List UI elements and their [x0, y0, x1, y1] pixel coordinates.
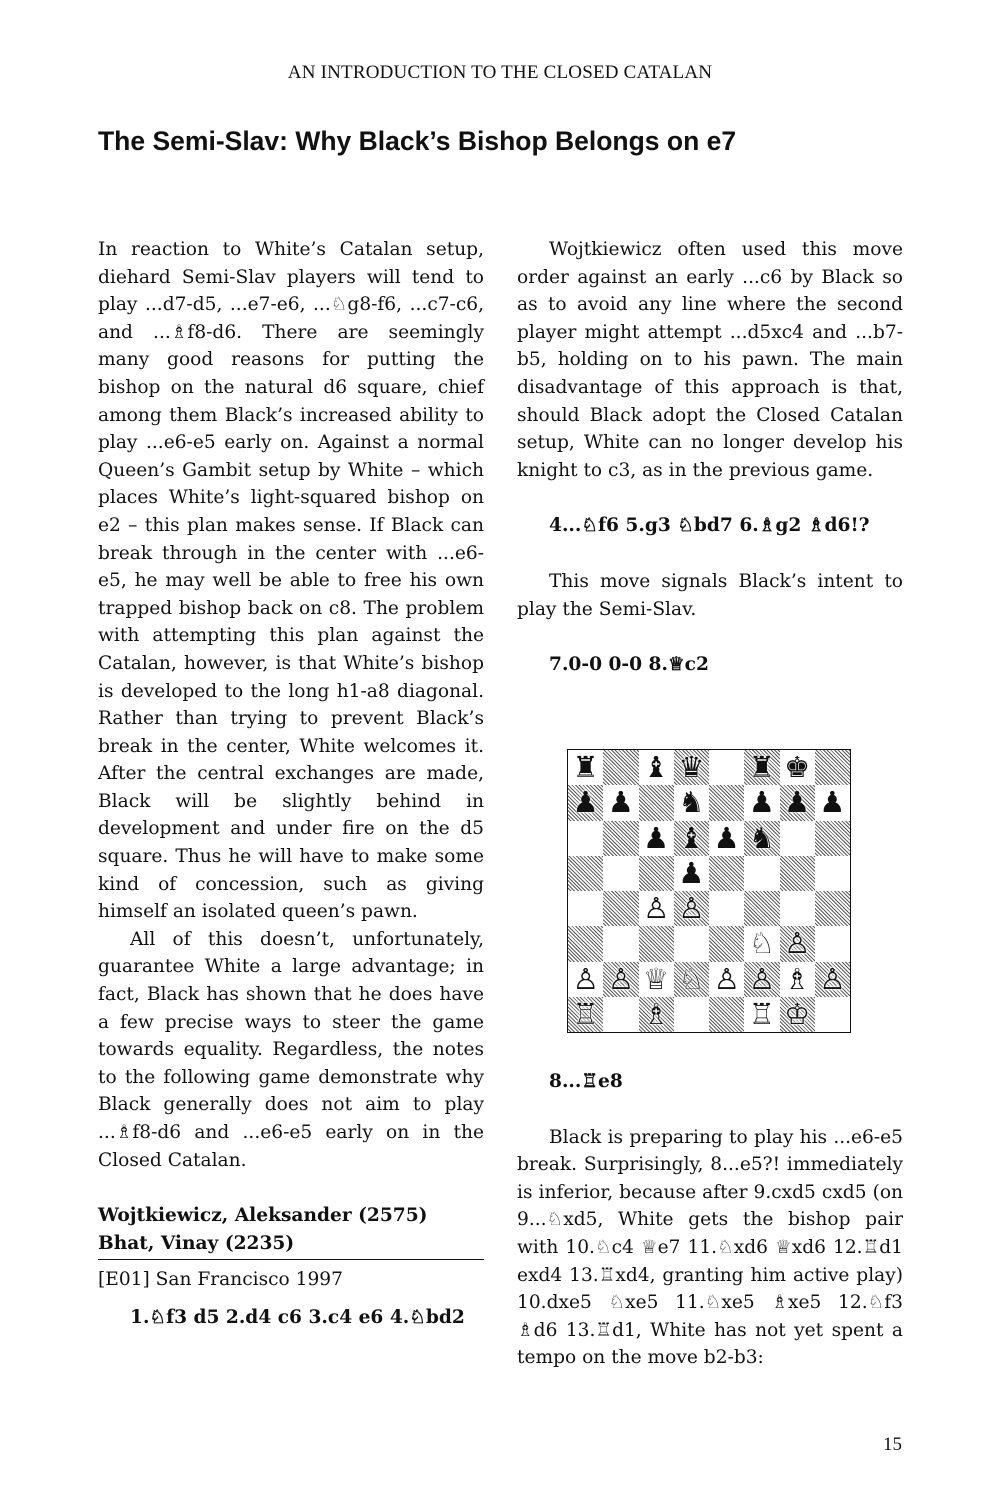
square-d4	[674, 891, 709, 926]
square-g2	[780, 962, 815, 997]
white-knight-d2: ♘	[678, 961, 705, 996]
white-rook-f1: ♖	[748, 996, 775, 1031]
black-pawn-b7: ♟	[607, 785, 634, 820]
white-pawn-c4: ♙	[643, 891, 670, 926]
square-h1	[815, 997, 850, 1032]
black-pawn-h7: ♟	[819, 785, 846, 820]
left-column	[98, 236, 484, 1332]
square-h4	[815, 891, 850, 926]
square-c6	[639, 821, 674, 856]
page-number: 15	[883, 1434, 902, 1455]
white-queen-c2: ♕	[643, 961, 670, 996]
black-rook-f8: ♜	[748, 750, 775, 785]
white-pawn-f2: ♙	[748, 961, 775, 996]
square-b7	[603, 785, 638, 820]
square-f3	[744, 926, 779, 961]
black-queen-d8: ♛	[678, 750, 705, 785]
chapter-title: The Semi-Slav: Why Black’s Bishop Belongs on e7	[98, 126, 737, 156]
white-rook-a1: ♖	[572, 996, 599, 1031]
square-f5	[744, 856, 779, 891]
moves-castling: 7.0-0 0-0 8.♕c2	[549, 654, 709, 676]
square-b1	[603, 997, 638, 1032]
move-order-paragraph: Wojtkiewicz often used this move order against an early ...c6 by Black so as to avoid any line where the second player might attempt ...d5xc4 and ...b7-b5, holding on to his pawn. The main disadvantage of this approach is that, should Black adopt the Closed Catalan setup, White can no longer develop his knight to c3, as in the previous game.	[517, 239, 903, 481]
square-g5	[780, 856, 815, 891]
white-pawn-h2: ♙	[819, 961, 846, 996]
square-b4	[603, 891, 638, 926]
black-knight-f6: ♞	[748, 820, 775, 855]
white-pawn-e2: ♙	[713, 961, 740, 996]
square-e8	[709, 750, 744, 785]
square-h8	[815, 750, 850, 785]
square-c7	[639, 785, 674, 820]
black-pawn-e6: ♟	[713, 820, 740, 855]
square-a1	[568, 997, 603, 1032]
white-pawn-a2: ♙	[572, 961, 599, 996]
black-pawn-c6: ♟	[643, 820, 670, 855]
square-b8	[603, 750, 638, 785]
square-b5	[603, 856, 638, 891]
black-king-g8: ♚	[784, 750, 811, 785]
square-g3	[780, 926, 815, 961]
regardless-paragraph: All of this doesn’t, unfortunately, guarantee White a large advantage; in fact, Black has shown that he does have a few precise ways to steer the game towards equality. Regardless, the notes to the following game demonstrate why Black generally does not aim to play ...♗f8-d6 and ...e6-e5 early on in the Closed Catalan.	[98, 928, 484, 1171]
square-e4	[709, 891, 744, 926]
square-g4	[780, 891, 815, 926]
right-column	[517, 236, 903, 679]
square-d6	[674, 821, 709, 856]
square-c5	[639, 856, 674, 891]
square-g1	[780, 997, 815, 1032]
square-a6	[568, 821, 603, 856]
square-c1	[639, 997, 674, 1032]
square-e5	[709, 856, 744, 891]
square-d3	[674, 926, 709, 961]
chess-diagram	[567, 749, 851, 1033]
white-player: Wojtkiewicz, Aleksander (2575)	[98, 1205, 428, 1227]
square-h5	[815, 856, 850, 891]
white-knight-f3: ♘	[748, 926, 775, 961]
square-a5	[568, 856, 603, 891]
moves-opening: 1.♘f3 d5 2.d4 c6 3.c4 e6 4.♘bd2	[130, 1306, 465, 1328]
square-a8	[568, 750, 603, 785]
square-h7	[815, 785, 850, 820]
square-d7	[674, 785, 709, 820]
white-king-g1: ♔	[784, 996, 811, 1031]
square-f8	[744, 750, 779, 785]
square-h3	[815, 926, 850, 961]
square-f7	[744, 785, 779, 820]
black-rook-a8: ♜	[572, 750, 599, 785]
square-b3	[603, 926, 638, 961]
moves-rook-e8: 8...♖e8	[549, 1071, 623, 1092]
square-g7	[780, 785, 815, 820]
intent-paragraph: This move signals Black’s intent to play the Semi-Slav.	[517, 570, 903, 620]
square-f1	[744, 997, 779, 1032]
square-d8	[674, 750, 709, 785]
right-column-lower	[517, 1068, 903, 1372]
square-a4	[568, 891, 603, 926]
square-e6	[709, 821, 744, 856]
black-pawn-a7: ♟	[572, 785, 599, 820]
e5-break-paragraph: Black is preparing to play his ...e6-e5 break. Surprisingly, 8...e5?! immediately is inferior, because after 9.cxd5 cxd5 (on 9...♘xd5, White gets the bishop pair with 10.♘c4 ♕e7 11.♘xd6 ♕xd6 12.♖d1 exd4 13.♖xd4, granting him active play) 10.dxe5 ♘xe5 11.♘xe5 ♗xe5 12.♘f3 ♗d6 13.♖d1, White has not yet spent a tempo on the move b2-b3:	[517, 1126, 903, 1369]
square-a2	[568, 962, 603, 997]
square-h2	[815, 962, 850, 997]
black-bishop-d6: ♝	[678, 820, 705, 855]
square-e7	[709, 785, 744, 820]
square-f2	[744, 962, 779, 997]
white-bishop-c1: ♗	[643, 996, 670, 1031]
chess-board	[567, 749, 851, 1033]
square-e3	[709, 926, 744, 961]
square-c3	[639, 926, 674, 961]
square-e2	[709, 962, 744, 997]
game-header-rule	[98, 1259, 484, 1260]
white-bishop-g2: ♗	[784, 961, 811, 996]
black-player: Bhat, Vinay (2235)	[98, 1232, 295, 1254]
white-pawn-g3: ♙	[784, 926, 811, 961]
square-b6	[603, 821, 638, 856]
square-f6	[744, 821, 779, 856]
square-a7	[568, 785, 603, 820]
white-pawn-d4: ♙	[678, 891, 705, 926]
square-f4	[744, 891, 779, 926]
square-c4	[639, 891, 674, 926]
square-d2	[674, 962, 709, 997]
square-c2	[639, 962, 674, 997]
black-pawn-d5: ♟	[678, 855, 705, 890]
black-pawn-f7: ♟	[748, 785, 775, 820]
square-h6	[815, 821, 850, 856]
black-bishop-c8: ♝	[643, 750, 670, 785]
square-g8	[780, 750, 815, 785]
square-d1	[674, 997, 709, 1032]
square-c8	[639, 750, 674, 785]
square-d5	[674, 856, 709, 891]
intro-paragraph: In reaction to White’s Catalan setup, diehard Semi-Slav players will tend to play ...d7-d5, ...e7-e6, ...♘g8-f6, ...c7-c6, and ...♗f8-d6. There are seemingly many good reasons for putting the bishop on the natural d6 square, chief among them Black’s increased ability to play ...e6-e5 early on. Against a normal Queen’s Gambit setup by White – which places White’s light-squared bishop on e2 – this plan makes sense. If Black can break through in the center with ...e6-e5, he may well be able to free his own trapped bishop back on c8. The problem with attempting this plan against the Catalan, however, is that White’s bishop is developed to the long h1-a8 diagonal. Rather than trying to prevent Black’s break in the center, White welcomes it. After the central exchanges are made, Black will be slightly behind in development and under fire on the d5 square. Thus he will have to make some kind of concession, such as giving himself an isolated queen’s pawn.	[98, 239, 484, 923]
moves-semislav: 4...♘f6 5.g3 ♘bd7 6.♗g2 ♗d6!?	[549, 515, 870, 537]
square-g6	[780, 821, 815, 856]
square-e1	[709, 997, 744, 1032]
running-head: AN INTRODUCTION TO THE CLOSED CATALAN	[287, 62, 713, 83]
game-info: [E01] San Francisco 1997	[98, 1269, 343, 1291]
black-knight-d7: ♞	[678, 785, 705, 820]
white-pawn-b2: ♙	[607, 961, 634, 996]
square-a3	[568, 926, 603, 961]
black-pawn-g7: ♟	[784, 785, 811, 820]
square-b2	[603, 962, 638, 997]
